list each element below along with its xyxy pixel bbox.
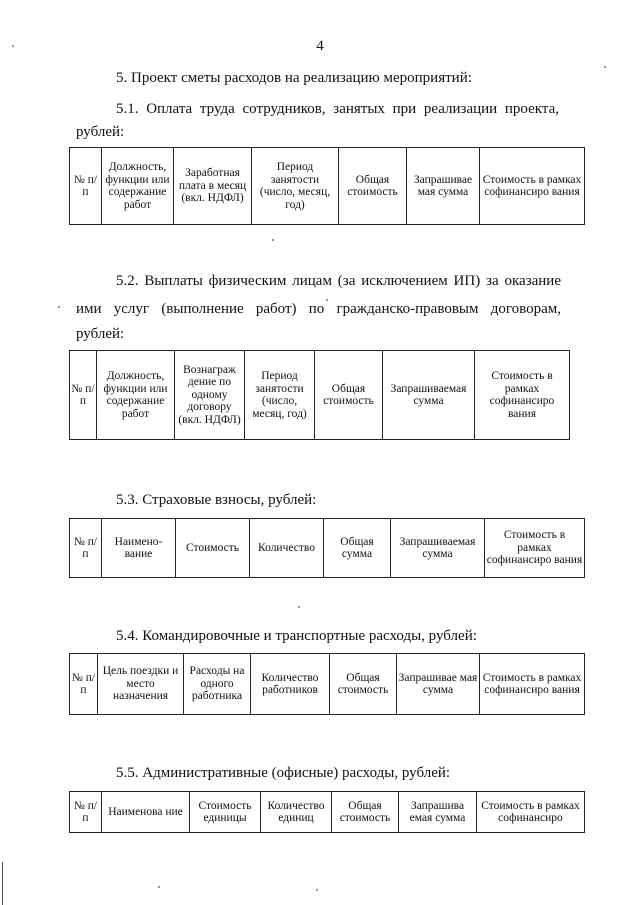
column-header: Общая стоимость [330,654,397,715]
table-5-3 [69,518,585,578]
column-header: Количество единиц [261,792,332,833]
page-number: 4 [316,38,324,54]
section-5-4-title: 5.4. Командировочные и транспортные расходы, рублей: [116,628,477,644]
column-header: № п/п [70,351,97,440]
table-5-2 [69,350,570,440]
table-5-5 [69,791,585,833]
table-5-4 [69,653,585,715]
column-header: Общая сумма [324,519,391,578]
column-header: Период занятости (число, месяц, год) [252,148,339,225]
table-header-row [70,351,570,440]
column-header: Запрашиваемая сумма [391,519,485,578]
column-header: Наименование [102,519,176,578]
column-header: Общая стоимость [339,148,407,225]
column-header: № п/п [70,792,102,833]
column-header: Запрашива емая сумма [399,792,477,833]
column-header: № п/п [70,519,102,578]
scan-speck [298,606,300,608]
scan-speck [316,889,318,891]
scan-edge-mark [2,862,3,905]
column-header: Стоимость в рамках софинансиро вания [480,654,585,715]
table-5-1 [69,147,585,225]
column-header: Стоимость единицы [190,792,261,833]
scan-speck [326,299,328,301]
column-header: Количество [250,519,324,578]
column-header: Стоимость в рамках софинансиро вания [480,148,585,225]
scan-speck [12,45,14,47]
column-header: Стоимость в рамках софинансиро вания [485,519,585,578]
section-5-5-title: 5.5. Административные (офисные) расходы, рублей: [116,765,451,781]
table-header-row [70,519,585,578]
section-5-3-title: 5.3. Страховые взносы, рублей: [116,492,317,508]
column-header: Должность, функции или содержание работ [102,148,174,225]
column-header: № п/п [70,148,102,225]
column-header: Запрашивае мая сумма [397,654,480,715]
column-header: Стоимость в рамках софинансиро вания [475,351,570,440]
column-header: Стоимость [176,519,250,578]
column-header: Наименова ние [102,792,190,833]
scan-speck [58,306,60,308]
column-header: Количество работников [251,654,330,715]
section-5-2-title-line-2: ими услуг (выполнение работ) по гражданско-правовым договорам, [76,301,561,317]
column-header: Стоимость в рамках софинансиро [477,792,585,833]
column-header: Должность, функции или содержание работ [97,351,175,440]
column-header: Общая стоимость [332,792,399,833]
column-header: Цель поездки и место назначения [98,654,184,715]
section-5-2-title-line-1: 5.2. Выплаты физическим лицам (за исключением ИП) за оказание [116,273,561,289]
section-5-1-title-line-2: рублей: [76,124,125,140]
table-header-row [70,148,585,225]
scan-speck [604,66,606,68]
section-5-2-title-line-3: рублей: [76,326,125,342]
table-header-row [70,654,585,715]
column-header: Запрашивае мая сумма [407,148,480,225]
estimate-heading: 5. Проект сметы расходов на реализацию мероприятий: [116,70,472,86]
column-header: Общая стоимость [315,351,383,440]
scan-speck [158,886,160,888]
column-header: № п/п [70,654,98,715]
section-5-1-title-line-1: 5.1. Оплата труда сотрудников, занятых при реализации проекта, [116,101,559,117]
table-header-row [70,792,585,833]
column-header: Запрашиваемая сумма [383,351,475,440]
column-header: Расходы на одного работника [184,654,251,715]
scan-speck [272,239,274,241]
column-header: Период занятости (число, месяц, год) [245,351,315,440]
column-header: Заработная плата в месяц (вкл. НДФЛ) [174,148,252,225]
column-header: Вознаграж дение по одному договору (вкл. НДФЛ) [175,351,245,440]
